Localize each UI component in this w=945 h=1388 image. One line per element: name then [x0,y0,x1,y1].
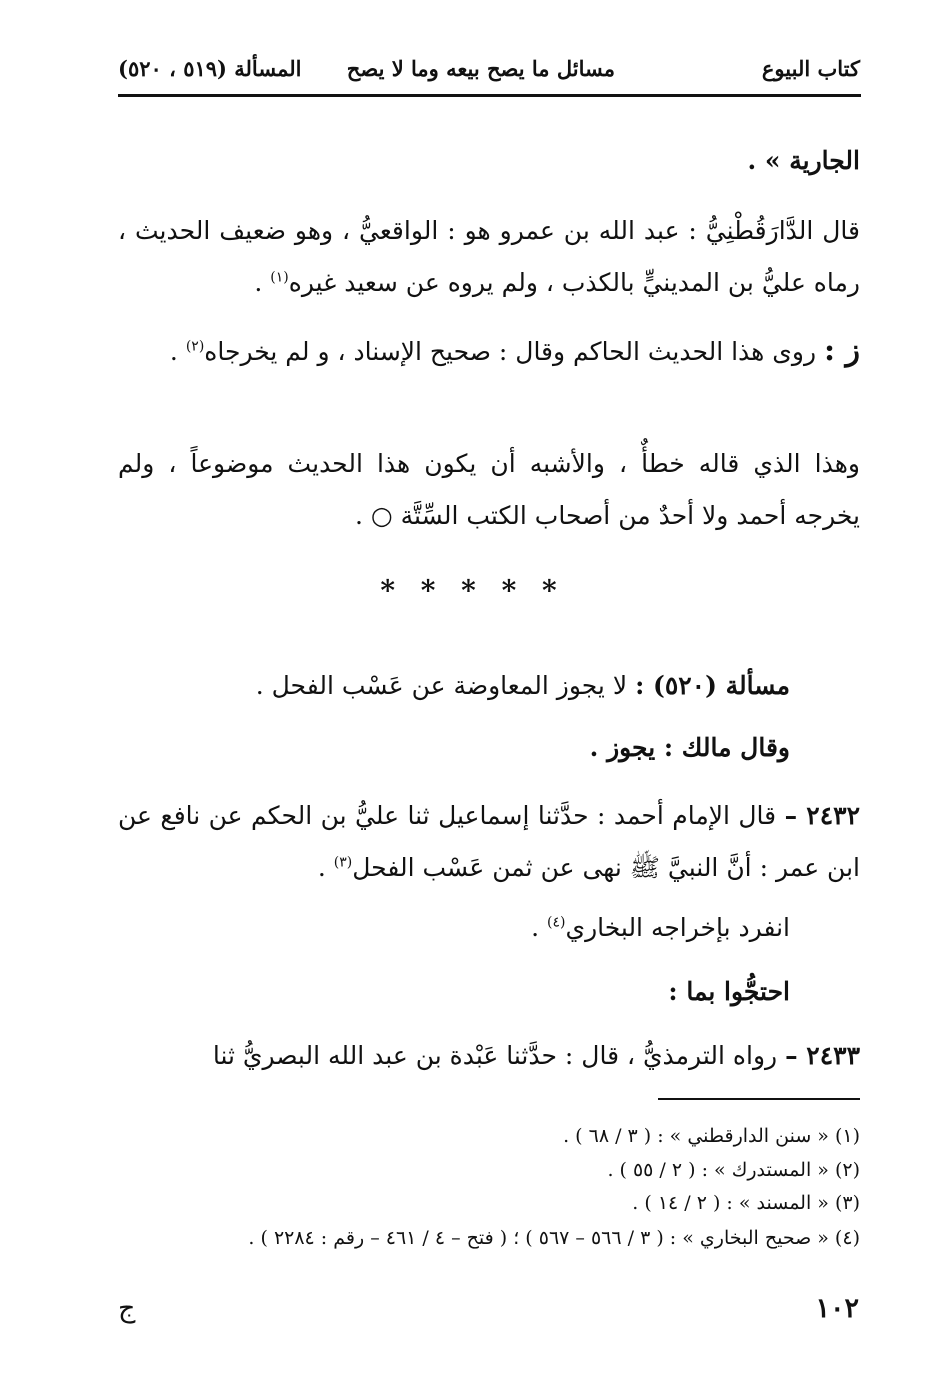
paragraph-continuation [118,135,860,187]
end-marker: ○ . [354,501,401,530]
issue-heading [118,660,860,712]
paragraph-malik [118,722,860,774]
hadith-2432-text: قال الإمام أحمد : حدَّثنا إسماعيل ثنا عليُّ بن الحكم عن نافع عن ابن عمر : أنَّ النبيَّ ﷺ نهى عن ثمن عَسْب الفحل [118,801,860,882]
footnote-1: (١) « سنن الدارقطني » : ( ٣ / ٦٨ ) . [563,1125,860,1147]
running-header [118,56,860,92]
malik-text: وقال مالك : يجوز . [589,733,790,762]
header-issue-range: المسألة (٥١٩ ، ٥٢٠) [118,56,302,81]
hadith-2433 [118,1030,860,1082]
zay-mark: ز : [823,333,860,368]
page-number: ١٠٢ [815,1293,859,1324]
hakim-text: روى هذا الحديث الحاكم وقال : صحيح الإسناد ، و لم يخرجاه [204,337,817,366]
paragraph-ihtajju [118,966,860,1018]
sentence-end: . [254,268,271,297]
daraqutni-text: قال الدَّارَقُطْنِيُّ : عبد الله بن عمرو هو : الواقعيُّ ، وهو ضعيف الحديث ، رماه عليُّ بن المدينيٍّ بالكذب ، ولم يروه عن سعيد غيره [118,216,860,297]
header-book-title: كتاب البيوع [761,56,860,81]
issue-label: مسألة (٥٢٠) : [635,671,790,700]
bukhari-text: انفرد بإخراجه البخاري [565,913,790,942]
footnote-ref-2: (٢) [185,338,205,355]
header-chapter-title: مسائل ما يصح بيعه وما لا يصح [346,56,615,81]
sentence-end: . [531,913,548,942]
paragraph-daraqutni [118,205,860,309]
continuation-text: الجارية » . [747,146,860,175]
paragraph-bukhari [118,902,860,954]
footnote-ref-1: (١) [270,269,289,286]
hadith-2433-text: رواه الترمذيُّ ، قال : حدَّثنا عَبْدة بن عبد الله البصريُّ ثنا [212,1041,778,1070]
paragraph-hakim [118,325,860,378]
footnote-4: (٤) « صحيح البخاري » : ( ٣ / ٥٦٦ – ٥٦٧ ) ؛ ( فتح – ٤ / ٤٦١ – رقم : ٢٢٨٤ ) . [248,1227,860,1249]
footnote-ref-3: (٣) [333,854,353,871]
assessment-text: وهذا الذي قاله خطأٌ ، والأشبه أن يكون هذا الحديث موضوعاً ، ولم يخرجه أحمد ولا أحدٌ من أصحاب الكتب السِّتَّة [118,449,860,530]
paragraph-assessment [118,438,860,542]
hadith-number-2433: ٢٤٣٣ – [785,1041,860,1070]
sentence-end: . [317,853,334,882]
signature-mark: ج [118,1293,136,1324]
issue-text: لا يجوز المعاوضة عن عَسْب الفحل . [255,671,628,700]
footnote-rule [658,1098,860,1100]
ihtajju-text: احتجُّوا بما : [668,977,790,1006]
section-separator: * * * * * [380,574,565,607]
header-rule [118,94,861,97]
hadith-2432 [118,790,860,894]
hadith-number-2432: ٢٤٣٢ – [784,801,860,830]
footnote-ref-4: (٤) [547,914,566,931]
sentence-end: . [169,337,186,366]
footnote-3: (٣) « المسند » : ( ٢ / ١٤ ) . [632,1192,860,1214]
footnote-2: (٢) « المستدرك » : ( ٢ / ٥٥ ) . [607,1159,860,1181]
